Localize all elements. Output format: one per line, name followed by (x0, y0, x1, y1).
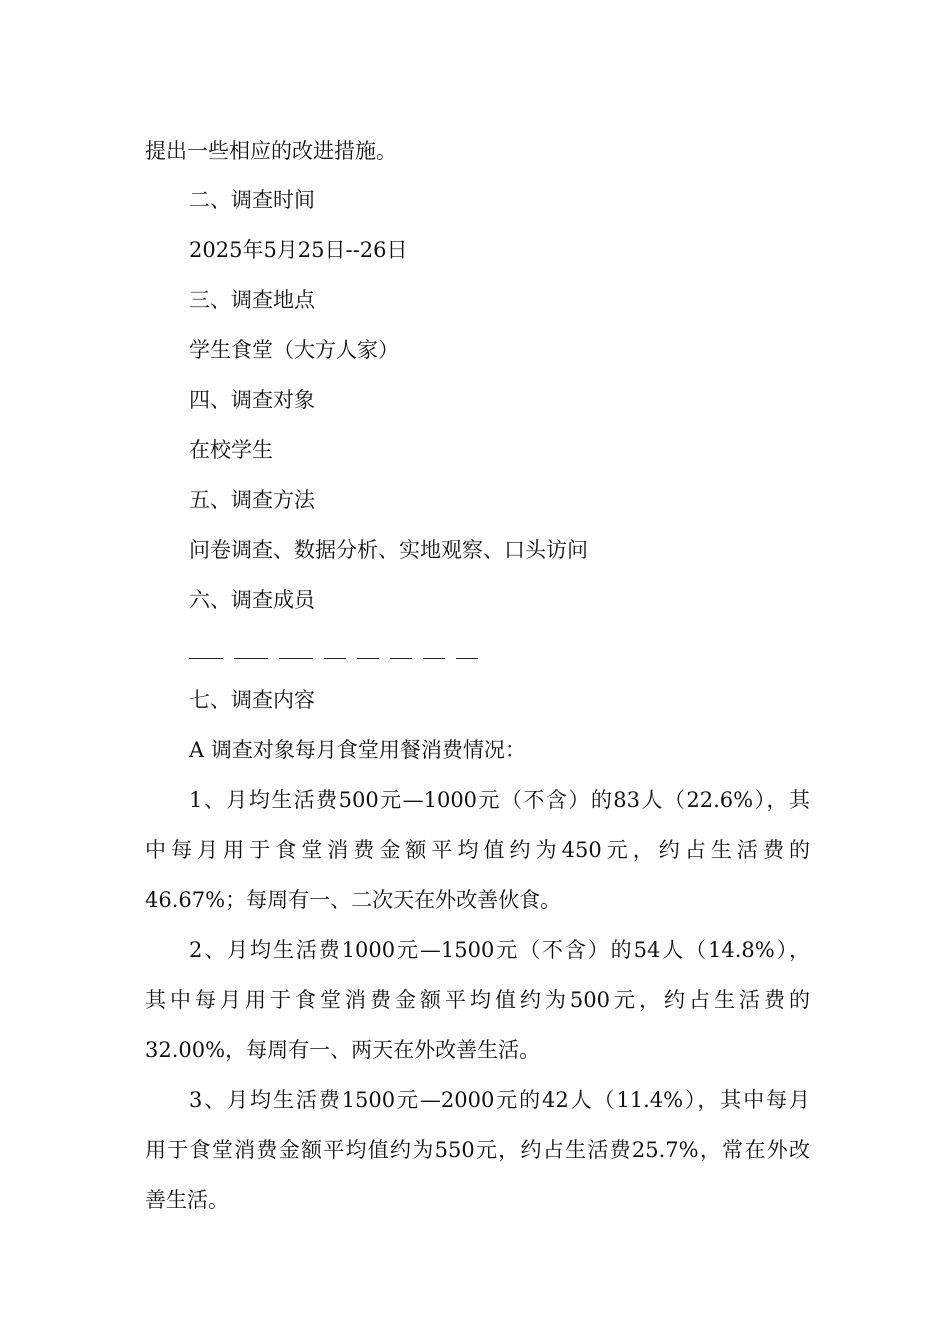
item-3-line-3: 善生活。 (145, 1188, 229, 1212)
survey-subjects-value: 在校学生 (189, 438, 273, 462)
heading-survey-time: 二、调查时间 (189, 188, 315, 212)
heading-survey-location: 三、调查地点 (189, 288, 315, 312)
item-2-line-2: 其中每月用于食堂消费金额平均值约为500元，约占生活费的 (145, 988, 810, 1012)
paragraph-intro-end: 提出一些相应的改进措施。 (145, 139, 397, 163)
survey-time-value: 2025年5月25日--26日 (189, 238, 408, 262)
item-2-line-3: 32.00%，每周有一、两天在外改善生活。 (145, 1038, 541, 1062)
heading-survey-content: 七、调查内容 (189, 688, 315, 712)
survey-location-value: 学生食堂（大方人家） (189, 338, 399, 362)
item-3-line-2: 用于食堂消费金额平均值约为550元，约占生活费25.7%，常在外改 (145, 1138, 810, 1162)
heading-survey-subjects: 四、调查对象 (189, 388, 315, 412)
members-blank-underlines (189, 658, 481, 660)
item-1-line-1: 1、月均生活费500元—1000元（不含）的83人（22.6%），其 (189, 788, 810, 812)
item-2-line-1: 2、月均生活费1000元—1500元（不含）的54人（14.8%）， (189, 938, 810, 962)
section-a-title: A 调查对象每月食堂用餐消费情况： (189, 738, 526, 762)
item-1-line-3: 46.67%；每周有一、二次天在外改善伙食。 (145, 888, 562, 912)
heading-survey-method: 五、调查方法 (189, 488, 315, 512)
heading-survey-members: 六、调查成员 (189, 588, 315, 612)
item-1-line-2: 中每月用于食堂消费金额平均值约为450元，约占生活费的 (145, 838, 810, 862)
item-3-line-1: 3、月均生活费1500元—2000元的42人（11.4%），其中每月 (189, 1088, 810, 1112)
survey-method-value: 问卷调查、数据分析、实地观察、口头访问 (189, 538, 588, 562)
